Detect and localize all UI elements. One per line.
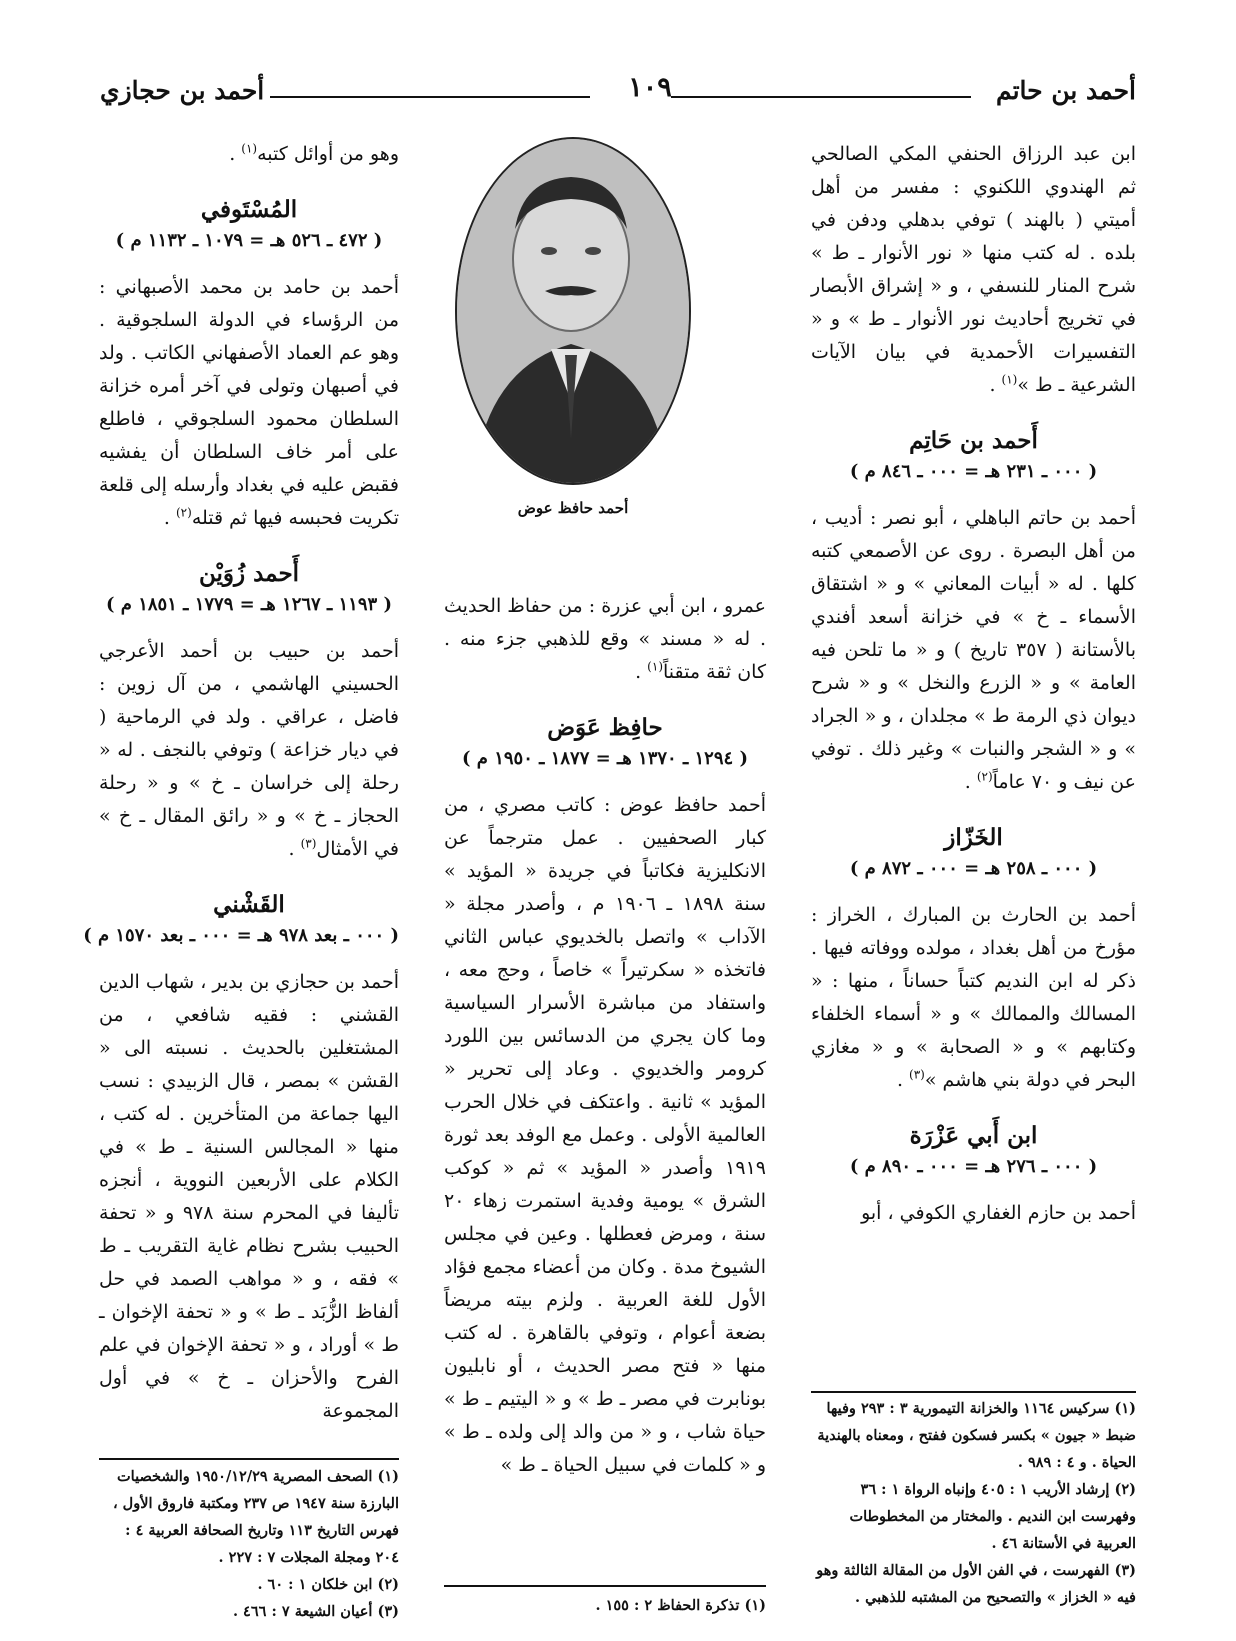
entry-body: أحمد حافظ عوض : كاتب مصري ، من كبار الصحفيين . عمل مترجماً عن الانكليزية فكاتباً في جريدة « المؤيد » سنة ١٨٩٨ ـ ١٩٠٦ م ، وأصدر مجلة « الآداب » واتصل بالخديوي عباس الثاني فاتخذه « سكرتيراً » خاصاً ، وحج معه ، واستفاد من مباشرة الأسرار السياسية وما كان يجري من الدسائس بين اللورد كرومر والخديوي . وعاد إلى تحرير « المؤيد » ثانية . واعتكف في خلال الحرب العالمية الأولى . وعمل مع الوفد بعد ثورة ١٩١٩ وأصدر « المؤيد » ثم « كوكب الشرق » يومية وفدية استمرت زهاء ٢٠ سنة ، ومرض فعطلها . وعين في مجلس الشيوخ مدة . وكان من أعضاء مجمع فؤاد الأول للغة العربية . ولزم بيته مريضاً بضعة أعوام ، وتوفي بالقاهرة . له كتب منها « فتح مصر الحديث ، أو نابليون بونابرت في مصر ـ ط » و « اليتيم ـ ط » حياة شاب ، و « من والد إلى ولده ـ ط » و « كلمات في سبيل الحياة ـ ط » [444, 794, 766, 1476]
entry-title: الخَزّاز [944, 824, 1003, 851]
footnote-ref: (١) [647, 659, 663, 674]
left-column [83, 138, 399, 1428]
header-rule-right [671, 96, 971, 98]
entry-dates: ( ٠٠٠ ـ بعد ٩٧٨ هـ = ٠٠٠ ـ بعد ١٥٧٠ م ) [83, 925, 399, 946]
footnote: (١) الصحف المصرية ١٩٥٠/١٢/٢٩ والشخصيات البارزة سنة ١٩٤٧ ص ٢٣٧ ومكتبة فاروق الأول ، فهرس التاريخ ١١٣ وتاريخ الصحافة العربية ٤ : ٢٠٤ ومجلة المجلات ٧ : ٢٢٧ . [112, 1468, 399, 1566]
entry-body-text: أحمد بن حامد بن محمد الأصبهاني : من الرؤساء في الدولة السلجوقية . وهو عم العماد الأصفهاني الكاتب . ولد في أصبهان وتولى في آخر أمره خزانة السلطان محمود السلجوقي ، فاطلع على أمر خاف السلطان أن يفشيه فقبض عليه في بغداد وأرسله إلى قلعة تكريت فحبسه فيها ثم قتله [99, 276, 399, 529]
middle-intro [444, 590, 766, 689]
footnote-rule [811, 1391, 1136, 1393]
left-intro-tail: . [229, 143, 242, 165]
entry-dates: ( ١٢٩٤ ـ ١٣٧٠ هـ = ١٨٧٧ ـ ١٩٥٠ م ) [462, 748, 748, 769]
footnotes-left [99, 1463, 399, 1625]
entry-dates: ( ١١٩٣ ـ ١٢٦٧ هـ = ١٧٧٩ ـ ١٨٥١ م ) [106, 594, 392, 615]
middle-intro-tail: . [635, 661, 648, 683]
photo-caption: أحمد حافظ عوض [517, 499, 629, 517]
footnote: (٢) ابن خلكان ١ : ٦٠ . [257, 1576, 399, 1593]
right-intro-text: ابن عبد الرزاق الحنفي المكي الصالحي ثم الهندوي اللكنوي : مفسر من أهل أميتي ( بالهند ) توفي بدهلي ودفن في بلده . له كتب منها « نور الأنوار ـ ط » شرح المنار للنسفي ، و « إشراق الأبصار في تخريج أحاديث نور الأنوار ـ ط » و « التفسيرات الأحمدية في بيان الآيات الشرعية ـ ط » [811, 143, 1136, 396]
footnote-ref: (٢) [976, 769, 993, 784]
entry-tail: . [896, 1069, 910, 1091]
entry-body: أحمد بن حجازي بن بدير ، شهاب الدين القشني : فقيه شافعي ، من المشتغلين بالحديث . نسبته الى « القشن » بمصر ، قال الزبيدي : نسب اليها جماعة من المتأخرين . له كتب ، منها « المجالس السنية ـ ط » في الكلام على الأربعين النووية ، أنجزه تأليفا في المحرم سنة ٩٧٨ و « تحفة الحبيب بشرح نظام غاية التقريب ـ ط » فقه ، و « مواهب الصمد في حل ألفاظ الزُّبَد ـ ط » و « تحفة الإخوان ـ ط » أوراد ، و « تحفة الإخوان في علم الفرح والأحزان ـ خ » في أول المجموعة [99, 971, 399, 1422]
entry-body [811, 502, 1136, 799]
entry-tail: . [288, 838, 301, 860]
entry-title: أَحمد زُوَيْن [198, 560, 300, 587]
footnote: (٢) إرشاد الأريب ١ : ٤٠٥ وإنباه الرواة ١ : ٣٦ وفهرست ابن النديم . والمختار من المخطوطات العربية في الأستانة ٤٦ . [849, 1481, 1136, 1552]
entry-tail: . [964, 771, 977, 793]
entry-title: أَحمد بن حَاتِم [909, 427, 1038, 454]
footnotes-middle [444, 1592, 766, 1619]
left-intro [99, 138, 399, 171]
entry-body [99, 271, 399, 535]
entry-body-text: أحمد بن حبيب بن أحمد الأعرجي الحسيني الهاشمي ، من آل زوين : فاضل ، عراقي . ولد في الرماحية ( في ديار خزاعة ) وتوفي بالنجف . له « رحلة إلى خراسان ـ خ » و « رحلة الحجاز ـ خ » و « رائق المقال ـ خ » في الأمثال [99, 640, 399, 860]
entry-body-text: أحمد بن الحارث بن المبارك ، الخراز : مؤرخ من أهل بغداد ، مولده ووفاته فيها . ذكر له ابن النديم كتباً حساناً ، منها : « المسالك والممالك » و « أسماء الخلفاء وكتابهم » و « الصحابة » و « مغازي البحر في دولة بني هاشم » [811, 904, 1136, 1091]
portrait-image [455, 137, 691, 485]
entry-title: ابن أَبي عَزْرَة [909, 1122, 1038, 1149]
entry-dates: ( ٤٧٢ ـ ٥٢٦ هـ = ١٠٧٩ ـ ١١٣٢ م ) [115, 230, 383, 251]
footnote-rule [444, 1585, 766, 1587]
portrait-photo [455, 137, 691, 517]
footnote: (٣) أعيان الشيعة ٧ : ٤٦٦ . [232, 1603, 399, 1620]
entry-body: أحمد بن حازم الغفاري الكوفي ، أبو [861, 1202, 1136, 1224]
entry-body-text: أحمد بن حاتم الباهلي ، أبو نصر : أديب ، من أهل البصرة . روى عن الأصمعي كتبه كلها . له « أبيات المعاني » و « اشتقاق الأسماء ـ خ » في خزانة أسعد أفندي بالأستانة ( ٣٥٧ تاريخ ) و « ما تلحن فيه العامة » و « الزرع والنخل » و « شرح ديوان ذي الرمة ط » مجلدان ، و « الجراد » و « الشجر والنبات » وغير ذلك . توفي عن نيف و ٧٠ عاماً [811, 507, 1136, 793]
page-number: ١٠٩ [628, 72, 672, 103]
entry-tail: . [163, 507, 176, 529]
header-rule-left [270, 96, 590, 98]
entry-body [811, 899, 1136, 1097]
footnote: (٣) الفهرست ، في الفن الأول من المقالة الثالثة وهو فيه « الخزاز » والتصحيح من المشتبه للذهبي . [816, 1562, 1136, 1606]
entry-title: المُسْتَوفي [200, 196, 298, 223]
footnote-ref: (٣) [300, 836, 317, 851]
right-intro [811, 138, 1136, 402]
footnote-ref: (١) [241, 141, 258, 156]
entry-dates: ( ٠٠٠ ـ ٢٧٦ هـ = ٠٠٠ ـ ٨٩٠ م ) [849, 1156, 1098, 1177]
entry-title: القَشْني [213, 891, 285, 918]
footnote-ref: (١) [1001, 372, 1018, 387]
middle-column [444, 590, 766, 1482]
footnote: (١) سركيس ١١٦٤ والخزانة التيمورية ٣ : ٢٩٣ وفيها ضبط « جيون » بكسر فسكون ففتح ، ومعناه بالهندية الحياة . و ٤ : ٩٨٩ . [817, 1400, 1136, 1471]
footnotes-right [811, 1395, 1136, 1611]
right-column [811, 138, 1136, 1230]
header-right-title: أحمد بن حاتم [995, 76, 1136, 105]
entry-dates: ( ٠٠٠ ـ ٢٣١ هـ = ٠٠٠ ـ ٨٤٦ م ) [849, 461, 1098, 482]
right-intro-tail: . [989, 374, 1002, 396]
entry-dates: ( ٠٠٠ ـ ٢٥٨ هـ = ٠٠٠ ـ ٨٧٢ م ) [849, 858, 1098, 879]
running-header [100, 72, 1136, 120]
left-intro-text: وهو من أوائل كتبه [257, 143, 399, 165]
footnote-rule [99, 1458, 399, 1460]
footnote: (١) تذكرة الحفاظ ٢ : ١٥٥ . [595, 1597, 766, 1614]
entry-body [99, 635, 399, 866]
entry-title: حافِظ عَوَض [547, 714, 663, 741]
footnote-ref: (٢) [175, 505, 192, 520]
middle-intro-text: عمرو ، ابن أبي عزرة : من حفاظ الحديث . له « مسند » وقع للذهبي جزء منه . كان ثقة متقناً [444, 595, 766, 683]
portrait-silhouette [455, 139, 689, 485]
footnote-ref: (٣) [909, 1067, 925, 1082]
header-left-title: أحمد بن حجازي [100, 76, 265, 105]
